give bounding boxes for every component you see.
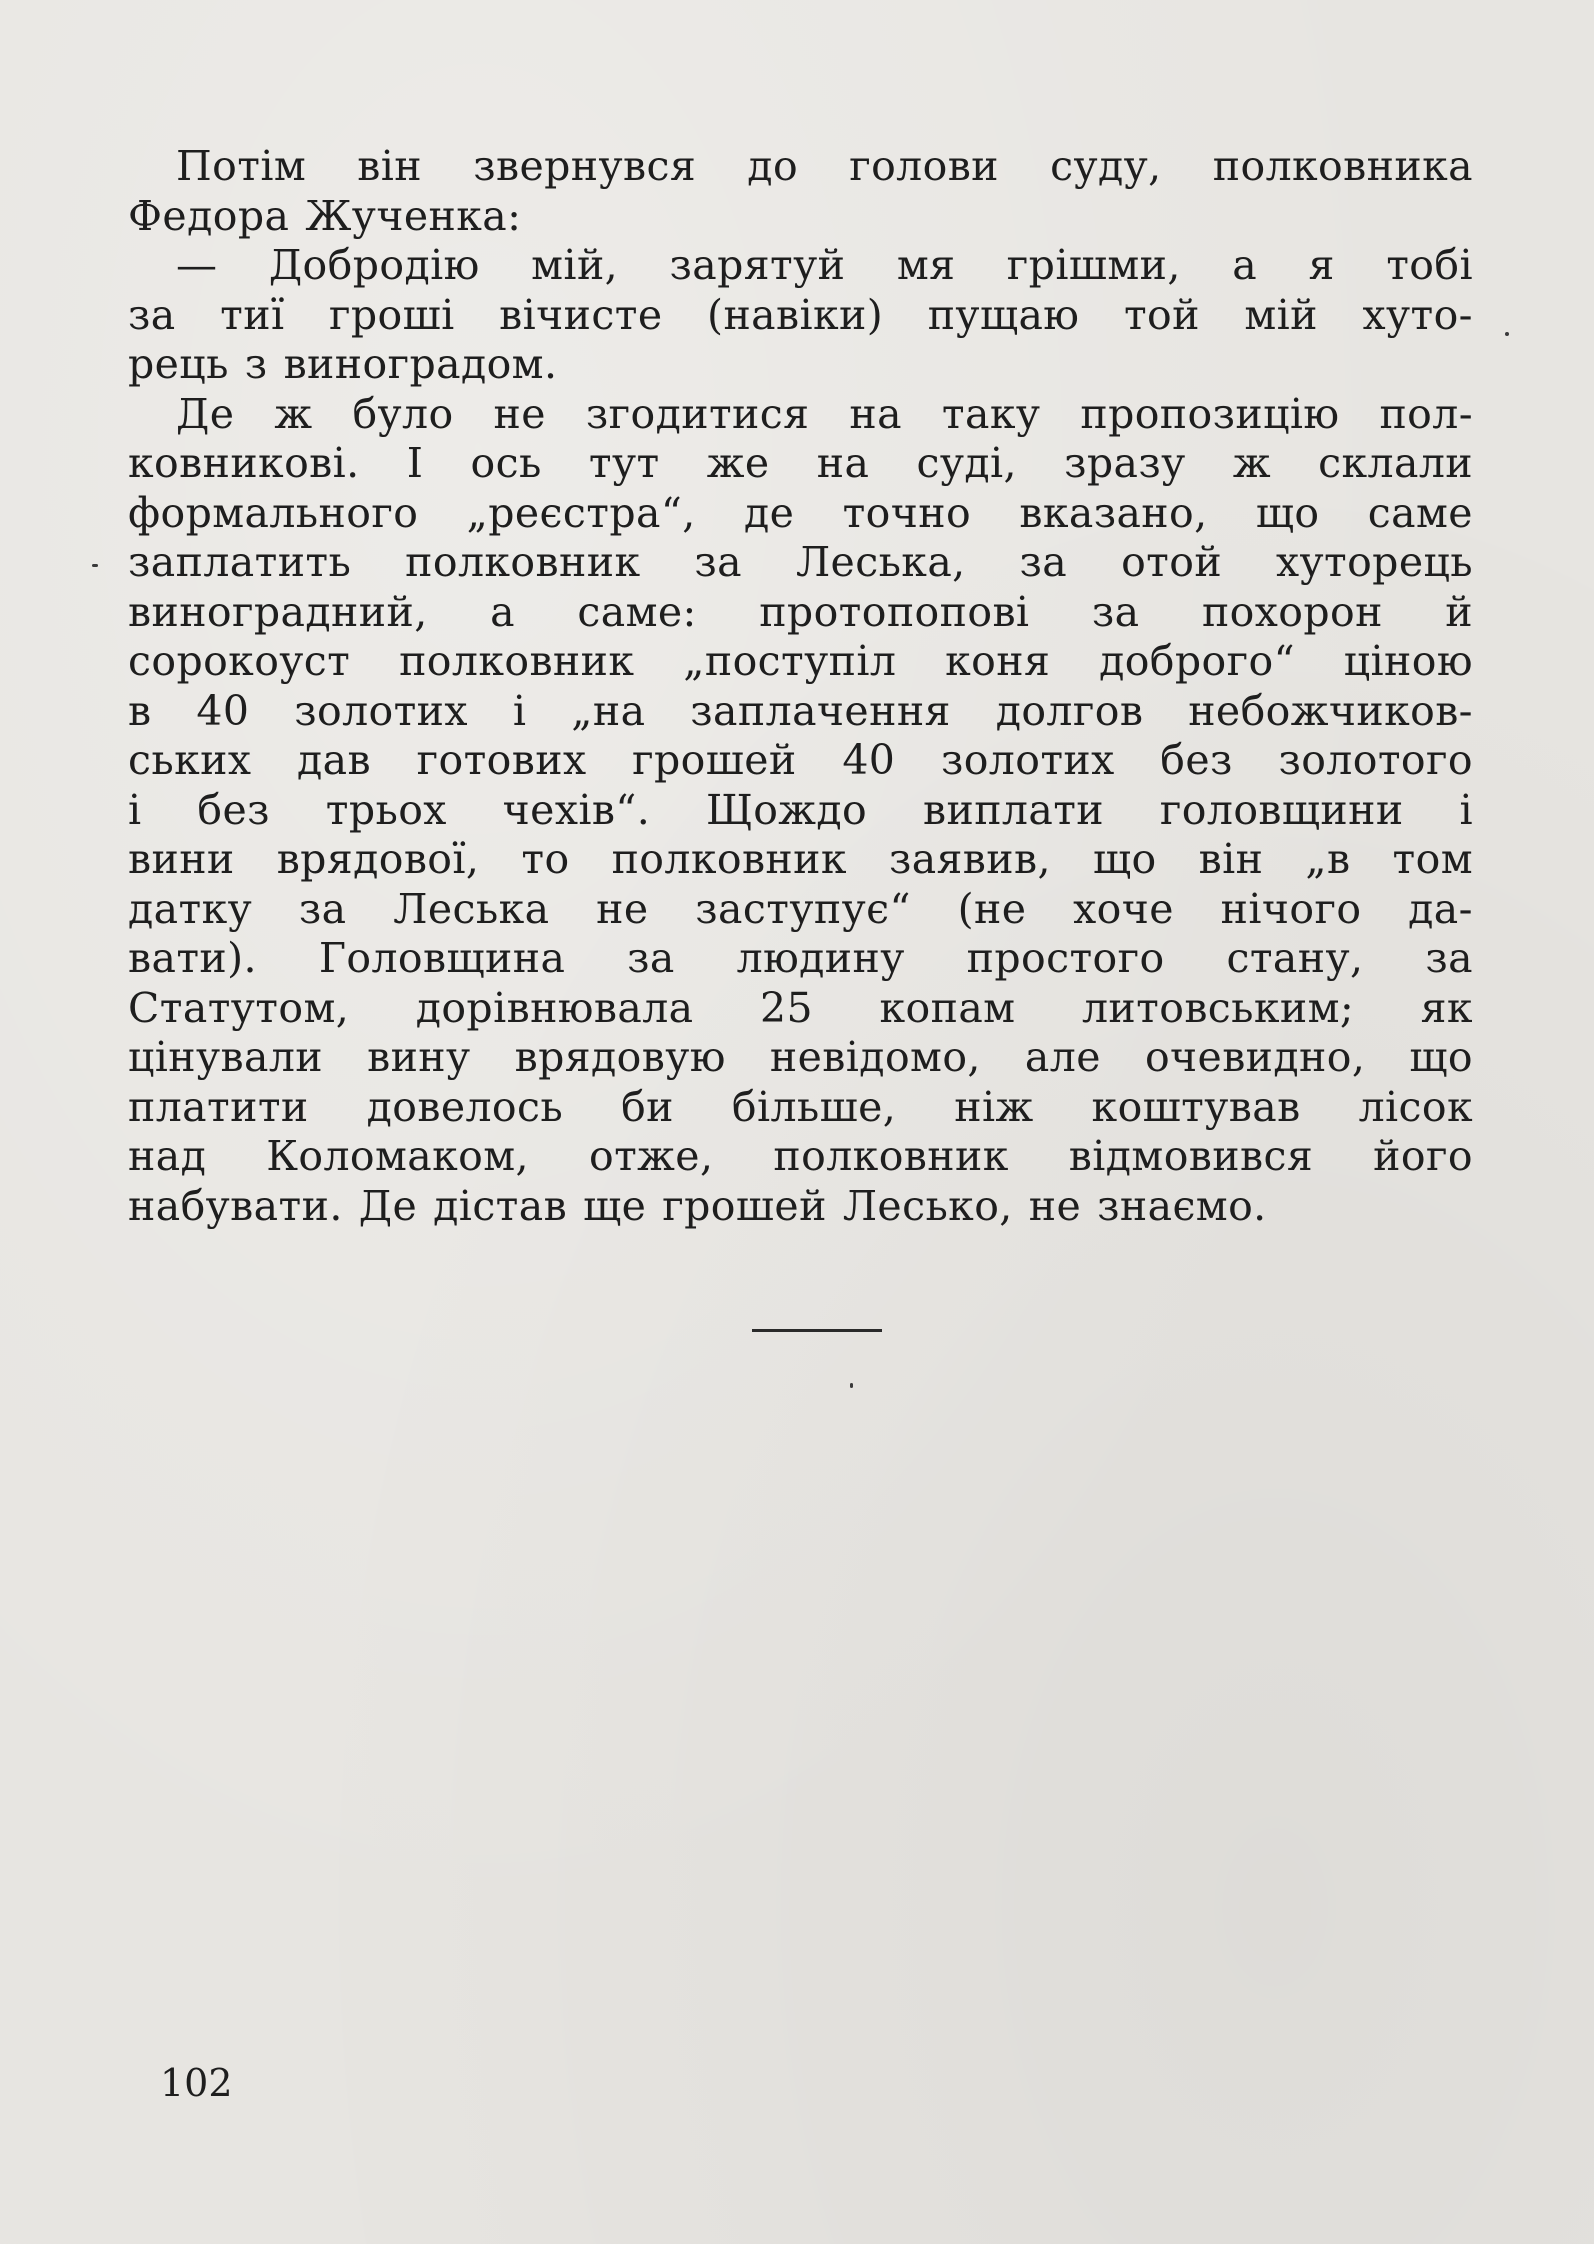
word: грішми, [1006, 241, 1181, 289]
word: хуторець [1275, 538, 1473, 586]
word: небожчиков- [1188, 686, 1473, 735]
text-line [128, 687, 1473, 737]
word: більше, [731, 1082, 897, 1131]
word: трьох [325, 785, 447, 834]
word: Федора [128, 191, 290, 240]
word: що [1409, 1033, 1473, 1081]
word: дістав [433, 1181, 568, 1230]
text-line [128, 588, 1473, 638]
word: його [1373, 1132, 1473, 1180]
word: тобі [1386, 241, 1473, 289]
word: Леська, [795, 538, 966, 586]
word: я [1308, 241, 1335, 289]
word: готових [416, 736, 587, 784]
text-line [128, 736, 1473, 786]
text-line [128, 984, 1473, 1034]
word: він [357, 142, 423, 190]
word: хуто- [1362, 290, 1473, 339]
word: вати). [128, 934, 257, 982]
word: за [298, 884, 347, 933]
word: золотого [1278, 736, 1473, 784]
word: вини [128, 835, 235, 883]
word: би [621, 1082, 674, 1131]
word: як [1420, 983, 1473, 1032]
word: похорон [1201, 587, 1383, 636]
word: за [1425, 934, 1473, 982]
word: мій, [531, 241, 619, 289]
word: саме: [577, 587, 697, 636]
word: заплачення [690, 686, 951, 735]
word: пол- [1379, 389, 1473, 438]
word: ніж [954, 1082, 1034, 1131]
word: звернувся [473, 142, 697, 190]
word: (не [957, 884, 1027, 933]
word: полковник [773, 1132, 1009, 1180]
word: лісок [1358, 1082, 1473, 1131]
word: вину [367, 1033, 471, 1081]
word: Головщина [318, 934, 566, 982]
word: набувати. [128, 1181, 343, 1230]
word: литовським; [1081, 983, 1355, 1032]
word: заступує“ [695, 884, 911, 933]
word: але [1024, 1033, 1101, 1081]
word: формального [128, 488, 419, 537]
word: цінували [128, 1033, 324, 1081]
word: людину [736, 934, 905, 982]
text-line [128, 340, 1473, 390]
word: за [694, 538, 743, 586]
page-number: 102 [160, 2061, 233, 2105]
word: отже, [589, 1132, 714, 1180]
text-line [128, 1083, 1473, 1133]
word: дав [297, 736, 371, 784]
word: склали [1318, 439, 1473, 487]
word: не [1028, 1181, 1082, 1230]
word: без [197, 785, 270, 834]
word: коня [945, 637, 1051, 685]
word: Статутом, [128, 983, 350, 1032]
word: на [816, 439, 870, 487]
word: згодитися [585, 389, 810, 438]
word: 40 [842, 736, 896, 784]
word: до [747, 142, 799, 190]
word: золотих [940, 736, 1115, 784]
word: точно [842, 488, 972, 537]
word: полковник [611, 835, 847, 883]
word: врядовую [514, 1033, 726, 1081]
text-line [128, 934, 1473, 984]
word: тут [588, 439, 660, 487]
word: (навіки) [707, 290, 884, 339]
word: за [128, 290, 176, 339]
word: а [1232, 241, 1258, 289]
word: і [1459, 785, 1473, 834]
word: „в [1305, 835, 1351, 883]
word: голови [849, 142, 999, 190]
word: з [244, 340, 268, 388]
word: простого [966, 934, 1165, 982]
word: й [1445, 587, 1473, 636]
word: за [627, 934, 675, 982]
word: отой [1121, 538, 1223, 586]
word: на [849, 389, 902, 438]
word: Коломаком, [266, 1132, 529, 1180]
word: стану, [1226, 934, 1364, 982]
word: виноградом. [283, 340, 558, 388]
word: зарятуй [669, 241, 846, 289]
word: полковник [399, 637, 635, 685]
word: грошей [632, 736, 797, 784]
word: знаємо. [1097, 1181, 1267, 1230]
word: ж [274, 389, 313, 438]
word: без [1160, 736, 1233, 784]
word: протопопові [759, 587, 1030, 636]
word: доброго“ [1099, 637, 1295, 685]
body-text [128, 142, 1473, 1231]
section-divider [752, 1329, 882, 1332]
word: а [490, 587, 515, 636]
word: ковникові. [128, 439, 360, 487]
word: не [493, 389, 546, 438]
word: ських [128, 736, 252, 784]
word: вічисте [499, 290, 663, 339]
word: рець [128, 340, 229, 388]
word: в [128, 686, 152, 735]
text-line [128, 1033, 1473, 1083]
text-line [128, 835, 1473, 885]
word: і [128, 785, 142, 834]
word: заявив, [888, 835, 1051, 883]
word: платити [128, 1082, 309, 1131]
word: сорокоуст [128, 637, 351, 685]
word: чехів“. [502, 785, 651, 834]
word: врядової, [276, 835, 480, 883]
text-line [128, 142, 1473, 192]
word: вказано, [1019, 488, 1208, 537]
text-line [128, 390, 1473, 440]
text-line [128, 192, 1473, 242]
text-line [128, 1132, 1473, 1182]
word: І [406, 439, 424, 487]
text-line [128, 291, 1473, 341]
word: 40 [196, 686, 250, 735]
word: Потім [176, 142, 307, 190]
word: Де [358, 1181, 418, 1230]
word: коштував [1091, 1082, 1301, 1131]
word: де [743, 488, 795, 537]
word: Щождо [706, 785, 868, 834]
word: заплатить [128, 538, 352, 586]
word: — [176, 241, 218, 289]
word: було [352, 389, 454, 438]
text-line [128, 885, 1473, 935]
text-line [128, 1182, 1473, 1232]
word: пропозицію [1080, 389, 1340, 438]
word: мя [896, 241, 956, 289]
word: довелось [366, 1082, 564, 1131]
word: що [1255, 488, 1320, 537]
word: дорівнювала [415, 983, 694, 1032]
word: золотих [294, 686, 468, 735]
page-speck [850, 1383, 853, 1388]
word: відмовився [1068, 1132, 1314, 1180]
word: суді, [916, 439, 1017, 487]
word: за [1019, 538, 1068, 586]
word: виноградний, [128, 587, 428, 636]
word: виплати [923, 785, 1105, 834]
word: да- [1408, 884, 1473, 933]
word: грошей [662, 1181, 827, 1230]
word: Жученка: [305, 191, 522, 240]
text-line [128, 439, 1473, 489]
word: над [128, 1132, 207, 1180]
word: 25 [760, 983, 813, 1032]
word: „реєстра“, [466, 488, 696, 537]
text-line [128, 489, 1473, 539]
word: очевидно, [1144, 1033, 1366, 1081]
word: що [1092, 835, 1157, 883]
text-line [128, 786, 1473, 836]
word: хоче [1073, 884, 1174, 933]
word: мій [1244, 290, 1318, 339]
word: полковника [1212, 142, 1473, 190]
word: долгов [995, 686, 1144, 735]
word: полковник [405, 538, 641, 586]
page-speck [92, 564, 98, 567]
word: і [512, 686, 527, 735]
text-line [128, 538, 1473, 588]
word: Леська [393, 884, 550, 933]
word: зразу [1064, 439, 1186, 487]
word: же [706, 439, 770, 487]
word: він [1198, 835, 1264, 883]
word: суду, [1050, 142, 1162, 190]
word: „поступіл [683, 637, 897, 685]
word: ціною [1343, 637, 1473, 685]
page-speck [1505, 332, 1509, 336]
word: нічого [1220, 884, 1362, 933]
word: датку [128, 884, 253, 933]
text-line [128, 241, 1473, 291]
word: той [1123, 290, 1200, 339]
word: пущаю [927, 290, 1080, 339]
word: головщини [1159, 785, 1404, 834]
word: ж [1232, 439, 1271, 487]
word: ще [583, 1181, 647, 1230]
word: Де [176, 389, 235, 438]
word: ось [470, 439, 542, 487]
word: саме [1367, 488, 1473, 537]
word: Лесько, [842, 1181, 1013, 1230]
word: том [1392, 835, 1473, 883]
word: Добродію [268, 241, 480, 289]
word: тиї [220, 290, 285, 339]
word: не [596, 884, 649, 933]
word: за [1091, 587, 1140, 636]
text-line [128, 637, 1473, 687]
word: то [521, 835, 570, 883]
word: гроші [329, 290, 455, 339]
word: невідомо, [769, 1033, 981, 1081]
word: „на [571, 686, 646, 735]
word: копам [879, 983, 1016, 1032]
word: таку [941, 389, 1041, 438]
